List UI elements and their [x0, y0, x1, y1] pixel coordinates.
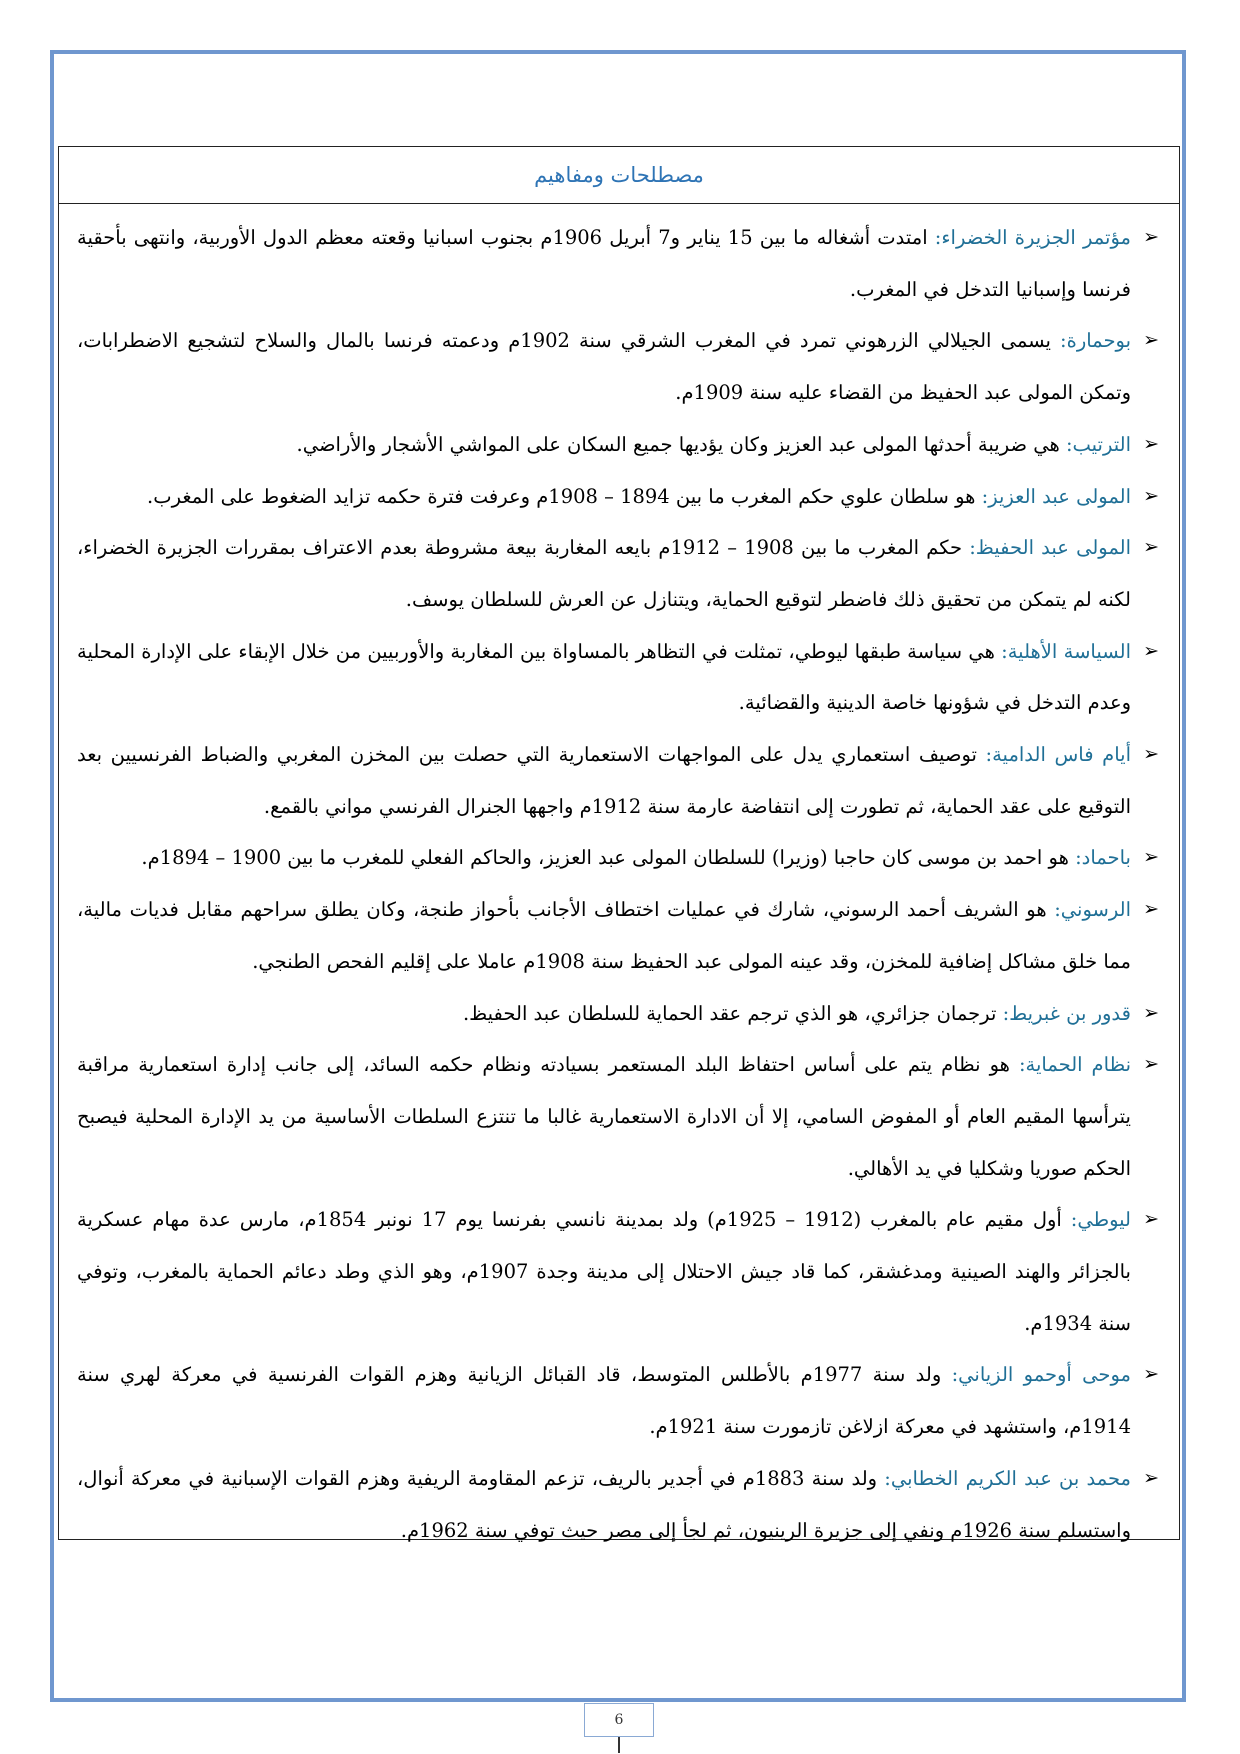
glossary-term: بوحمارة:: [1060, 329, 1132, 353]
glossary-term: السياسة الأهلية:: [1001, 639, 1131, 663]
arrow-bullet-icon: ➢: [1143, 1001, 1159, 1024]
glossary-definition: هو نظام يتم على أساس احتفاظ البلد المستعمر بسيادته ونظام حكمه السائد، إلى جانب إدارة استعمارية مراقبة يترأسها المقيم العام أو المفوض السامي، إلا أن الادارة الاستعمارية غالبا ما تنتزع السلطات الأساسية من يد الإدارة المحلية فيصبح الحكم صوريا وشكليا في يد الأهالي.: [77, 1053, 1131, 1180]
glossary-term: محمد بن عبد الكريم الخطابي:: [884, 1466, 1132, 1490]
arrow-bullet-icon: ➢: [1143, 536, 1159, 559]
glossary-term: أيام فاس الدامية:: [985, 743, 1131, 767]
glossary-definition: هو احمد بن موسى كان حاجبا (وزيرا) للسلطان المولى عبد العزيز، والحاكم الفعلي للمغرب ما بين 1900 – 1894م.: [141, 846, 1076, 870]
glossary-list: [59, 204, 1179, 1556]
glossary-definition: هو سلطان علوي حكم المغرب ما بين 1894 – 1908م وعرفت فترة حكمه تزايد الضغوط على المغرب.: [147, 484, 982, 508]
glossary-term: موحى أوحمو الزياني:: [951, 1363, 1131, 1387]
glossary-definition: امتدت أشغاله ما بين 15 يناير و7 أبريل 1906م بجنوب اسبانيا وقعته معظم الدول الأوربية، وانتهى بأحقية فرنسا وإسبانيا التدخل في المغرب.: [77, 226, 1131, 301]
glossary-item: [77, 729, 1159, 832]
arrow-bullet-icon: ➢: [1143, 226, 1159, 248]
glossary-definition: حكم المغرب ما بين 1908 – 1912م بايعه المغاربة بيعة مشروطة بعدم الاعتراف بمقررات الجزيرة الخضراء، لكنه لم يتمكن من تحقيق ذلك فاضطر لتوقيع الحماية، ويتنازل عن العرش للسلطان يوسف.: [77, 536, 1131, 611]
page-number-tick: [618, 1737, 620, 1753]
glossary-item: [77, 988, 1159, 1040]
glossary-definition: هي سياسة طبقها ليوطي، تمثلت في التظاهر بالمساواة بين المغاربة والأوربيين من خلال الإبقاء على الإدارة المحلية وعدم التدخل في شؤونها خاصة الدينية والقضائية.: [77, 639, 1131, 715]
glossary-definition: هو الشريف أحمد الرسوني، شارك في عمليات اختطاف الأجانب بأحواز طنجة، وكان يطلق سراحهم مقابل فديات مالية، مما خلق مشاكل إضافية للمخزن، وقد عينه المولى عبد الحفيظ سنة 1908م عاملا على إقليم الفحص الطنجي.: [77, 898, 1131, 973]
arrow-bullet-icon: ➢: [1143, 484, 1159, 507]
glossary-term: قدور بن غبريط:: [1002, 1001, 1131, 1025]
arrow-bullet-icon: ➢: [1143, 329, 1159, 352]
glossary-item: [77, 626, 1159, 729]
glossary-item: [77, 315, 1159, 418]
arrow-bullet-icon: ➢: [1143, 846, 1159, 869]
arrow-bullet-icon: ➢: [1143, 639, 1159, 662]
arrow-bullet-icon: ➢: [1143, 1466, 1159, 1489]
arrow-bullet-icon: ➢: [1143, 1053, 1159, 1076]
glossary-definition: أول مقيم عام بالمغرب (1912 – 1925م) ولد بمدينة نانسي بفرنسا يوم 17 نونبر 1854م، مارس عدة مهام عسكرية بالجزائر والهند الصينية ومدغشقر، كما قاد جيش الاحتلال إلى مدينة وجدة 1907م، وهو الذي وطد دعائم الحماية بالمغرب، وتوفي سنة 1934م.: [77, 1208, 1131, 1335]
glossary-term: الرسوني:: [1054, 898, 1131, 922]
glossary-definition: هي ضريبة أحدثها المولى عبد العزيز وكان يؤديها جميع السكان على المواشي الأشجار والأراضي.: [296, 432, 1066, 456]
arrow-bullet-icon: ➢: [1143, 432, 1159, 455]
glossary-item: [77, 1194, 1159, 1349]
glossary-definition: ولد سنة 1977م بالأطلس المتوسط، قاد القبائل الزيانية وهزم القوات الفرنسية في معركة لهري سنة 1914م، واستشهد في معركة ازلاغن تازمورت سنة 1921م.: [77, 1363, 1131, 1439]
glossary-definition: يسمى الجيلالي الزرهوني تمرد في المغرب الشرقي سنة 1902م ودعمته فرنسا بالمال والسلاح لتشجيع الاضطرابات، وتمكن المولى عبد الحفيظ من القضاء عليه سنة 1909م.: [77, 329, 1131, 405]
glossary-term: ليوطي:: [1070, 1208, 1131, 1232]
glossary-title: مصطلحات ومفاهيم: [59, 147, 1179, 204]
page-number: 6: [584, 1703, 654, 1737]
glossary-item: [77, 419, 1159, 471]
glossary-term: الترتيب:: [1065, 432, 1131, 456]
glossary-definition: ترجمان جزائري، هو الذي ترجم عقد الحماية للسلطان عبد الحفيظ.: [462, 1001, 1003, 1025]
glossary-term: نظام الحماية:: [1018, 1053, 1131, 1077]
arrow-bullet-icon: ➢: [1143, 743, 1159, 766]
glossary-definition: توصيف استعماري يدل على المواجهات الاستعمارية التي حصلت بين المخزن المغربي والضباط الفرنسيين بعد التوقيع على عقد الحماية، ثم تطورت إلى انتفاضة عارمة سنة 1912م واجهها الجنرال الفرنسي مواني بالقمع.: [77, 743, 1131, 818]
glossary-item: [77, 832, 1159, 884]
arrow-bullet-icon: ➢: [1143, 1208, 1159, 1231]
glossary-item: [77, 1039, 1159, 1194]
glossary-item: [77, 522, 1159, 625]
glossary-term: المولى عبد الحفيظ:: [969, 536, 1131, 560]
glossary-item: [77, 471, 1159, 523]
glossary-definition: ولد سنة 1883م في أجدير بالريف، تزعم المقاومة الريفية وهزم القوات الإسبانية في معركة أنوال، واستسلم سنة 1926م ونفي إلى جزيرة الرينيون، ثم لجأ إلى مصر حيث توفي سنة 1962م.: [77, 1466, 1131, 1542]
glossary-item: [77, 884, 1159, 987]
glossary-term: المولى عبد العزيز:: [981, 484, 1131, 508]
glossary-term: باحماد:: [1075, 846, 1131, 870]
arrow-bullet-icon: ➢: [1143, 898, 1159, 921]
glossary-item: [77, 212, 1159, 315]
glossary-item: [77, 1453, 1159, 1556]
glossary-term: مؤتمر الجزيرة الخضراء:: [934, 226, 1131, 249]
arrow-bullet-icon: ➢: [1143, 1363, 1159, 1386]
glossary-box: [58, 146, 1180, 1540]
glossary-item: [77, 1349, 1159, 1452]
